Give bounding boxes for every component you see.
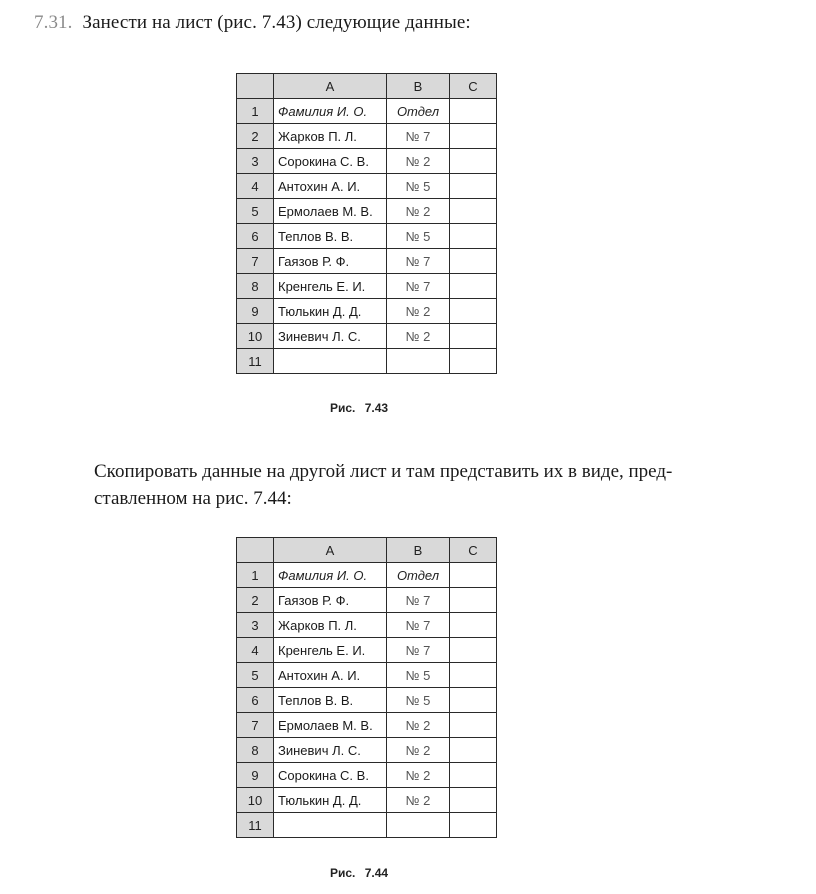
row-number[interactable]: 4 bbox=[237, 174, 274, 199]
table-row bbox=[237, 274, 497, 299]
cell-b[interactable]: № 5 bbox=[387, 174, 450, 199]
task-heading bbox=[34, 12, 471, 34]
row-number[interactable]: 4 bbox=[237, 638, 274, 663]
cell-a[interactable]: Сорокина С. В. bbox=[274, 149, 387, 174]
cell-b[interactable]: № 2 bbox=[387, 299, 450, 324]
table-row bbox=[237, 99, 497, 124]
cell-c[interactable] bbox=[450, 349, 497, 374]
table-row bbox=[237, 738, 497, 763]
cell-c[interactable] bbox=[450, 149, 497, 174]
cell-b[interactable]: Отдел bbox=[387, 99, 450, 124]
cell-a[interactable]: Гаязов Р. Ф. bbox=[274, 588, 387, 613]
row-number[interactable]: 3 bbox=[237, 613, 274, 638]
column-header-b: B bbox=[387, 538, 450, 563]
cell-b[interactable]: № 5 bbox=[387, 688, 450, 713]
column-header-row bbox=[237, 74, 497, 99]
cell-a[interactable]: Кренгель Е. И. bbox=[274, 638, 387, 663]
cell-b[interactable]: № 5 bbox=[387, 224, 450, 249]
cell-c[interactable] bbox=[450, 249, 497, 274]
row-number[interactable]: 6 bbox=[237, 224, 274, 249]
cell-a[interactable]: Кренгель Е. И. bbox=[274, 274, 387, 299]
paragraph-line-1: Скопировать данные на другой лист и там представить их в виде, пред- bbox=[94, 461, 673, 482]
cell-c[interactable] bbox=[450, 663, 497, 688]
cell-c[interactable] bbox=[450, 224, 497, 249]
paragraph-line-2: ставленном на рис. 7.44: bbox=[94, 488, 292, 509]
cell-b[interactable]: № 2 bbox=[387, 713, 450, 738]
table-row bbox=[237, 663, 497, 688]
cell-a[interactable]: Тюлькин Д. Д. bbox=[274, 299, 387, 324]
table-row bbox=[237, 788, 497, 813]
row-number[interactable]: 6 bbox=[237, 688, 274, 713]
cell-c[interactable] bbox=[450, 613, 497, 638]
table-row bbox=[237, 563, 497, 588]
cell-c[interactable] bbox=[450, 563, 497, 588]
row-number[interactable]: 1 bbox=[237, 563, 274, 588]
spreadsheet-table-1 bbox=[236, 73, 497, 374]
cell-a[interactable]: Сорокина С. В. bbox=[274, 763, 387, 788]
cell-c[interactable] bbox=[450, 638, 497, 663]
row-number[interactable]: 11 bbox=[237, 349, 274, 374]
cell-a[interactable]: Фамилия И. О. bbox=[274, 99, 387, 124]
column-header-row bbox=[237, 538, 497, 563]
task-text: Занести на лист (рис. 7.43) следующие данные: bbox=[82, 12, 471, 33]
table-row bbox=[237, 713, 497, 738]
row-number[interactable]: 1 bbox=[237, 99, 274, 124]
cell-c[interactable] bbox=[450, 199, 497, 224]
table-row bbox=[237, 249, 497, 274]
cell-a[interactable]: Антохин А. И. bbox=[274, 174, 387, 199]
cell-c[interactable] bbox=[450, 763, 497, 788]
figure-caption-2: Рис. 7.44 bbox=[330, 866, 389, 880]
cell-a[interactable]: Жарков П. Л. bbox=[274, 613, 387, 638]
cell-a[interactable]: Ермолаев М. В. bbox=[274, 199, 387, 224]
cell-a[interactable]: Ермолаев М. В. bbox=[274, 713, 387, 738]
cell-b[interactable]: Отдел bbox=[387, 563, 450, 588]
table-row bbox=[237, 813, 497, 838]
cell-c[interactable] bbox=[450, 788, 497, 813]
row-number[interactable]: 5 bbox=[237, 663, 274, 688]
cell-a[interactable]: Фамилия И. О. bbox=[274, 563, 387, 588]
cell-c[interactable] bbox=[450, 124, 497, 149]
table-row bbox=[237, 149, 497, 174]
row-number[interactable]: 10 bbox=[237, 788, 274, 813]
cell-c[interactable] bbox=[450, 174, 497, 199]
cell-a[interactable]: Зиневич Л. С. bbox=[274, 738, 387, 763]
row-number[interactable]: 11 bbox=[237, 813, 274, 838]
cell-b[interactable]: № 2 bbox=[387, 149, 450, 174]
table-row bbox=[237, 174, 497, 199]
row-number[interactable]: 9 bbox=[237, 763, 274, 788]
cell-b[interactable]: № 7 bbox=[387, 588, 450, 613]
row-number[interactable]: 5 bbox=[237, 199, 274, 224]
cell-c[interactable] bbox=[450, 688, 497, 713]
table-row bbox=[237, 224, 497, 249]
cell-a[interactable]: Тюлькин Д. Д. bbox=[274, 788, 387, 813]
cell-a[interactable]: Теплов В. В. bbox=[274, 688, 387, 713]
cell-b[interactable]: № 7 bbox=[387, 249, 450, 274]
table-row bbox=[237, 613, 497, 638]
row-number[interactable]: 8 bbox=[237, 738, 274, 763]
table-row bbox=[237, 763, 497, 788]
table-row bbox=[237, 688, 497, 713]
cell-b[interactable]: № 7 bbox=[387, 274, 450, 299]
row-number[interactable]: 10 bbox=[237, 324, 274, 349]
cell-b[interactable]: № 2 bbox=[387, 763, 450, 788]
table-row bbox=[237, 124, 497, 149]
cell-b[interactable] bbox=[387, 813, 450, 838]
cell-c[interactable] bbox=[450, 274, 497, 299]
cell-c[interactable] bbox=[450, 813, 497, 838]
corner-cell bbox=[237, 538, 274, 563]
cell-a[interactable]: Зиневич Л. С. bbox=[274, 324, 387, 349]
table-row bbox=[237, 588, 497, 613]
instruction-paragraph bbox=[94, 458, 714, 512]
cell-a[interactable]: Жарков П. Л. bbox=[274, 124, 387, 149]
cell-c[interactable] bbox=[450, 324, 497, 349]
cell-b[interactable]: № 5 bbox=[387, 663, 450, 688]
task-number: 7.31. bbox=[34, 12, 73, 33]
cell-b[interactable]: № 7 bbox=[387, 124, 450, 149]
row-number[interactable]: 7 bbox=[237, 713, 274, 738]
cell-b[interactable]: № 2 bbox=[387, 738, 450, 763]
cell-b[interactable] bbox=[387, 349, 450, 374]
cell-c[interactable] bbox=[450, 588, 497, 613]
cell-a[interactable]: Теплов В. В. bbox=[274, 224, 387, 249]
column-header-b: B bbox=[387, 74, 450, 99]
row-number[interactable]: 3 bbox=[237, 149, 274, 174]
table-row bbox=[237, 324, 497, 349]
cell-c[interactable] bbox=[450, 738, 497, 763]
row-number[interactable]: 8 bbox=[237, 274, 274, 299]
column-header-c: C bbox=[450, 74, 497, 99]
cell-a[interactable]: Антохин А. И. bbox=[274, 663, 387, 688]
cell-c[interactable] bbox=[450, 713, 497, 738]
column-header-a: A bbox=[274, 74, 387, 99]
figure-caption-1: Рис. 7.43 bbox=[330, 401, 389, 415]
table-row bbox=[237, 199, 497, 224]
table-row bbox=[237, 638, 497, 663]
cell-b[interactable]: № 7 bbox=[387, 638, 450, 663]
corner-cell bbox=[237, 74, 274, 99]
cell-b[interactable]: № 7 bbox=[387, 613, 450, 638]
cell-b[interactable]: № 2 bbox=[387, 199, 450, 224]
table-row bbox=[237, 299, 497, 324]
cell-a[interactable] bbox=[274, 813, 387, 838]
row-number[interactable]: 9 bbox=[237, 299, 274, 324]
row-number[interactable]: 2 bbox=[237, 124, 274, 149]
cell-b[interactable]: № 2 bbox=[387, 324, 450, 349]
row-number[interactable]: 7 bbox=[237, 249, 274, 274]
cell-b[interactable]: № 2 bbox=[387, 788, 450, 813]
cell-c[interactable] bbox=[450, 299, 497, 324]
column-header-c: C bbox=[450, 538, 497, 563]
cell-a[interactable] bbox=[274, 349, 387, 374]
row-number[interactable]: 2 bbox=[237, 588, 274, 613]
table-row bbox=[237, 349, 497, 374]
cell-a[interactable]: Гаязов Р. Ф. bbox=[274, 249, 387, 274]
cell-c[interactable] bbox=[450, 99, 497, 124]
spreadsheet-table-2 bbox=[236, 537, 497, 838]
column-header-a: A bbox=[274, 538, 387, 563]
